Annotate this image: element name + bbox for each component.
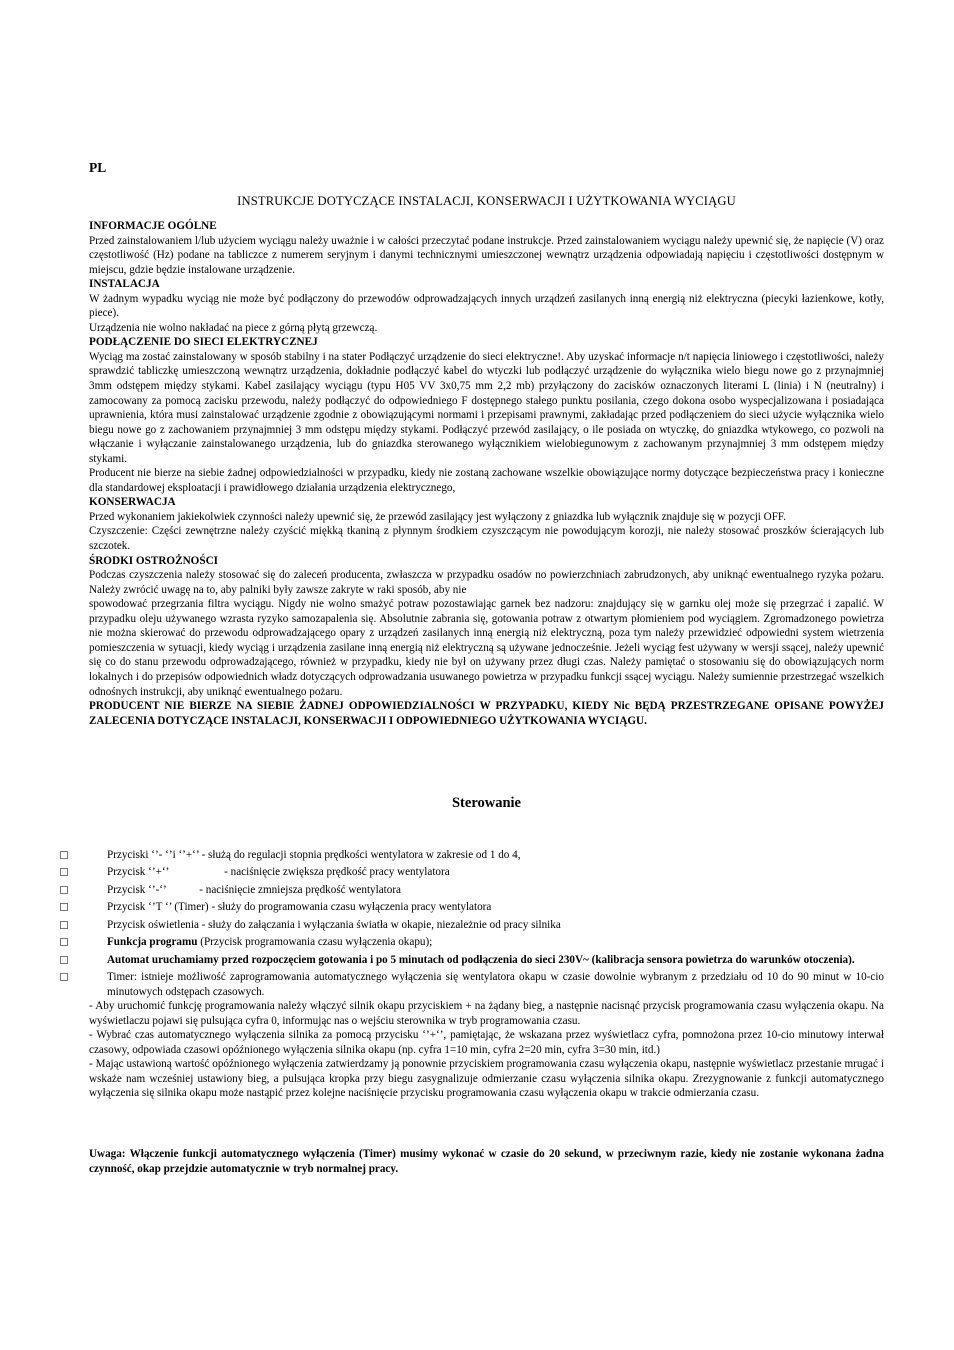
- document-title: INSTRUKCJE DOTYCZĄCE INSTALACJI, KONSERWACJI I UŻYTKOWANIA WYCIĄGU: [237, 194, 736, 208]
- list-item: Przycisk ‘’+‘’ - naciśnięcie zwiększa prędkość pracy wentylatora: [60, 865, 884, 880]
- checkbox-icon: [60, 938, 68, 946]
- language-code: PL: [89, 160, 107, 175]
- paragraph-maintenance-1: Przed wykonaniem jakiekolwiek czynności należy upewnić się, że przewód zasilający jest wyłączony z gniazdka lub wyłącznik znajduje się w pozycji OFF.: [89, 510, 787, 523]
- checkbox-icon: [60, 903, 68, 911]
- section-heading-general: INFORMACJE OGÓLNE: [89, 220, 217, 232]
- paragraph-safety-2: spowodować przegrzania filtra wyciągu. Nigdy nie wolno smażyć potraw pozostawiając garnek bez nadzoru: znajdujący się w garnku olej może się przegrzać i zapalić. W przypadku oleju używanego wzrasta ryzyko samozapalenia się. Absolutnie zabrania się, gotowania potraw z otwartym płomieniem pod wyciągiem. Zgromadzonego powietrza nie można skierować do przewodu odprowadzającego opary z urządzeń zasilanych inną energią niż elektryczną, poza tym należy przewidzieć odpowiedni system wietrzenia pomieszczenia w sytuacji, kiedy wyciąg i urządzenia zasilane inną energią niż elektryczną są używane jednocześnie. Jeżeli wyciąg fest używany w wersji ssącej, należy upewnić się co do stanu przewodu odprowadzającego, również w przypadku, kiedy nie był on używany przez długi czas. Należy pamiętać o stosowaniu się do obowiązujących norm lokalnych i do przepisów odpowiednich władz dotyczących odprowadzania usuwanego powietrza w przypadku funkcji ssącej wyciągu. Należy sumiennie przestrzegać wszelkich odnośnych instrukcji, aby uniknąć ewentualnego pożaru.: [89, 598, 884, 698]
- document-body: [89, 219, 884, 728]
- checkbox-icon: [60, 921, 68, 929]
- section-heading-installation: INSTALACJA: [89, 278, 160, 291]
- checkbox-icon: [60, 851, 68, 859]
- list-item: Timer: istnieje możliwość zaprogramowania automatycznego wyłączenia się wentylatora okapu w czasie dowolnie wybranym z przedziału od 10 do 90 minut w 10-cio minutowych odstępach czasowych.: [60, 970, 884, 999]
- section-heading-electrical: PODŁĄCZENIE DO SIECI ELEKTRYCZNEJ: [89, 336, 318, 349]
- timer-step-1: - Aby uruchomić funkcję programowania należy włączyć silnik okapu przyciskiem + na żądany bieg, a następnie nacisnąć przycisk programowania czasu wyłączenia okapu. Na wyświetlaczu pojawi się pulsująca cyfra 0, informując nas o wejściu sterownika w tryb programowania czasu.: [89, 1000, 884, 1027]
- checkbox-icon: [60, 868, 68, 876]
- timer-step-2: - Wybrać czas automatycznego wyłączenia silnika za pomocą przycisku ‘’+‘’, pamiętając, że wskazana przez wyświetlacz cyfra, pomnożona przez 10-cio minutowy interwał czasowy, odpowiada czasowi opóźnionego wyłączenia silnika okapu (np. cyfra 1=10 min, cyfra 2=20 min, cyfra 3=30 min, itd.): [89, 1029, 884, 1056]
- paragraph-general: Przed zainstalowaniem l/lub użyciem wyciągu należy uważnie i w całości przeczytać podane instrukcje. Przed zainstalowaniem wyciągu należy upewnić się, że napięcie (V) oraz częstotliwość (Hz) podane na tabliczce z numerem seryjnym i danymi technicznymi umieszczonej wewnątrz urządzenia odpowiadają napięciu i częstotliwości dostępnym w miejscu, gdzie będzie instalowane urządzenie.: [89, 234, 884, 276]
- controls-list: [60, 848, 884, 1101]
- checkbox-icon: [60, 956, 68, 964]
- list-item: Przycisk ‘’T ‘’ (Timer) - służy do programowania czasu wyłączenia pracy wentylatora: [60, 900, 884, 915]
- paragraph-safety-1: Podczas czyszczenia należy stosować się do zaleceń producenta, zwłaszcza w przypadku osadów no powierzchniach zabrudzonych, aby uniknąć ewentualnego ryzyka pożaru. Należy zwrócić uwagę na to, aby palniki były zawsze zakryte w raki sposób, aby nie: [89, 569, 884, 596]
- timer-step-3: - Mając ustawioną wartość opóźnionego wyłączenia zatwierdzamy ją ponownie przyciskiem programowania czasu wyłączenia okapu, następnie wyświetlacz przestanie mrugać i wskaże nam wcześniej ustawiony bieg, a pulsująca kropka przy biegu zasygnalizuje odmierzanie czasu wyłączenia silnika okapu. Zrezygnowanie z funkcji automatycznego wyłączenia się silnika okapu może nastąpić przez kolejne naciśnięcie przycisku programowania czasu wyłączenia okapu w trakcie odmierzania czasu.: [89, 1058, 884, 1100]
- list-item: Przycisk oświetlenia - służy do załączania i wyłączania światła w okapie, niezależnie od pracy silnika: [60, 918, 884, 933]
- paragraph-maintenance-2: Czyszczenie: Części zewnętrzne należy czyścić miękką tkaniną z płynnym środkiem czyszczącym nie powodującym korozji, nie należy stosować proszków ścierających lub szczotek.: [89, 525, 884, 553]
- section-heading-safety: ŚRODKI OSTROŻNOŚCI: [89, 554, 219, 567]
- warning-statement: PRODUCENT NIE BIERZE NA SIEBIE ŻADNEJ ODPOWIEDZIALNOŚCI W PRZYPADKU, KIEDY Nic BĘDĄ PRZESTRZEGANE OPISANE POWYŻEJ ZALECENIA DOTYCZĄCE INSTALACJI, KONSERWACJI I ODPOWIEDNIEGO UŻYTKOWANIA WYCIĄGU.: [89, 700, 884, 727]
- checkbox-icon: [60, 886, 68, 894]
- timer-note: Uwaga: Włączenie funkcji automatycznego wyłączenia (Timer) musimy wykonać w czasie do 20 sekund, w przeciwnym razie, kiedy nie zostanie wykonana żadna czynność, okap przejdzie automatycznie w tryb normalnej pracy.: [89, 1148, 884, 1175]
- paragraph-electrical-1: Wyciąg ma zostać zainstalowany w sposób stabilny i na stater Podłączyć urządzenie do sieci elektryczne!. Aby uzyskać informacje n/t napięcia liniowego i częstotliwości, należy sprawdzić tabliczkę umieszczoną wewnątrz urządzenia, dokładnie podłączyć kabel do wtyczki lub podłączyć urządzenie do wyłącznika wielo biegu nowe go z przynajmniej 3mm odstępem między stykami. Kabel zasilający wyciągu (typu H05 VV 3x0,75 mm 2,2 mb) przyłączony do zacisków oznaczonych literami L (linia) i N (neutralny) i zamocowany za pomocą zacisku przewodu, należy podłączyć do odpowiedniego F dostępnego stałego punktu posilania, czego dokona osobo wyspecjalizowana i posiadająca uprawnienia, która musi zainstalować urządzenie zgodnie z obowiązującymi normami i przepisami prawnymi, zakładając przed podłączeniem do sieci użycie wyłącznika wielo biegu nowe go z zachowaniem przynajmniej 3 mm odstępu między stykami. Podłączyć przewód zasilający, o ile posiada on wtyczkę, do gniazdka wtykowego, co pozwoli na włączanie i wyłączanie zainstalowanego urządzenia, lub do gniazdka sterowanego wyłącznikiem wielobiegunowym z zachowanym przynajmniej 3 mm odstępem między stykami.: [89, 350, 884, 465]
- list-item: Przyciski ‘’- ‘’i ‘’+‘’ - służą do regulacji stopnia prędkości wentylatora w zakresie od 1 do 4,: [60, 848, 884, 863]
- checkbox-icon: [60, 973, 68, 981]
- paragraph-installation-2: Urządzenia nie wolno nakładać na piece z górną płytą grzewczą.: [89, 321, 378, 334]
- list-item: Funkcja programu (Przycisk programowania czasu wyłączenia okapu);: [60, 935, 884, 950]
- paragraph-electrical-2: Producent nie bierze na siebie żadnej odpowiedzialności w przypadku, kiedy nie zostaną zachowane wszelkie obowiązujące normy dotyczące bezpieczeństwa pracy i konieczne dla standardowej eksploatacji i prawidłowego działania urządzenia elektrycznego,: [89, 467, 884, 494]
- section-heading-maintenance: KONSERWACJA: [89, 496, 176, 509]
- controls-heading: Sterowanie: [451, 795, 521, 811]
- list-item: Automat uruchamiamy przed rozpoczęciem gotowania i po 5 minutach od podłączenia do sieci 230V~ (kalibracja sensora powietrza do warunków otoczenia).: [60, 953, 884, 968]
- paragraph-installation-1: W żadnym wypadku wyciąg nie może być podłączony do przewodów odprowadzających innych urządzeń zasilanych inną energią niż elektryczna (piecyki łazienkowe, kotły, piece).: [89, 292, 884, 320]
- list-item: Przycisk ‘’-‘’ - naciśnięcie zmniejsza prędkość wentylatora: [60, 883, 884, 898]
